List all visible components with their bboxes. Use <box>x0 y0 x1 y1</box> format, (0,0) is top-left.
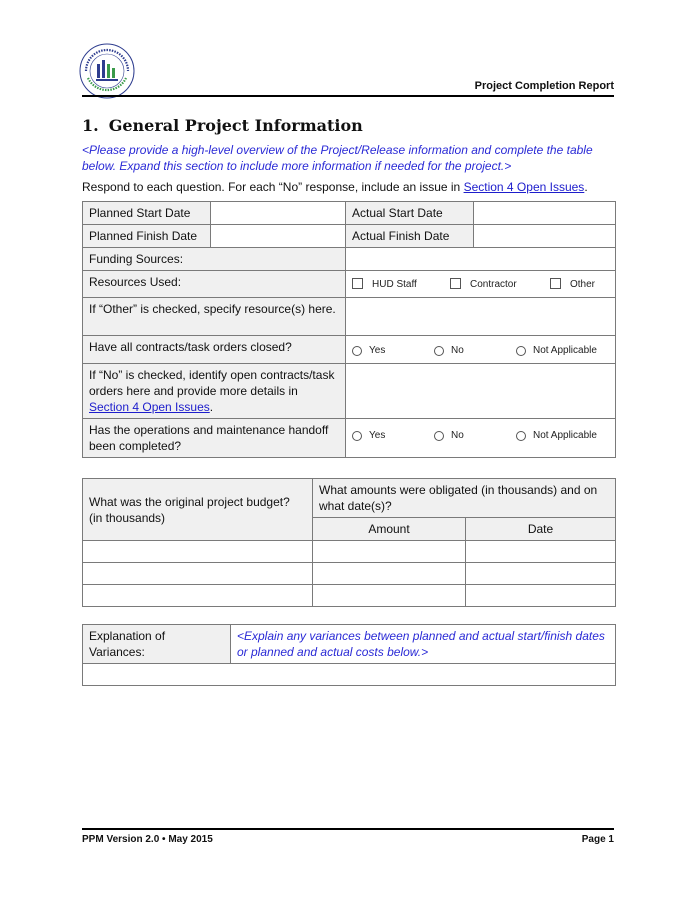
actual-finish-label: Actual Finish Date <box>346 225 474 248</box>
hud-staff-checkbox[interactable] <box>352 278 363 289</box>
planned-finish-label: Planned Finish Date <box>83 225 211 248</box>
section-number: 1. <box>82 116 99 135</box>
amount-cell[interactable] <box>313 563 466 585</box>
if-no-suffix: . <box>209 400 214 414</box>
contracts-yes-label: Yes <box>369 345 386 356</box>
respond-text: Respond to each question. For each “No” response, include an issue in <box>82 180 464 194</box>
budget-cell[interactable] <box>83 541 313 563</box>
budget-cell[interactable] <box>83 585 313 607</box>
section-title: General Project Information <box>108 116 363 135</box>
obligated-question: What amounts were obligated (in thousands) and on what date(s)? <box>313 479 616 518</box>
budget-cell[interactable] <box>83 563 313 585</box>
footer-page-number: Page 1 <box>581 834 614 845</box>
variances-instruction: <Explain any variances between planned and actual start/finish dates or planned and actual costs below.> <box>231 625 616 664</box>
planned-start-input[interactable] <box>211 202 346 225</box>
if-no-open-issues-link[interactable]: Section 4 Open Issues <box>89 400 210 414</box>
other-option[interactable] <box>550 277 595 293</box>
if-no-text: If “No” is checked, identify open contracts/task orders here and provide more details in <box>89 368 335 398</box>
variances-label: Explanation of Variances: <box>83 625 231 664</box>
om-handoff-label: Has the operations and maintenance handoff been completed? <box>83 419 346 458</box>
amount-header: Amount <box>313 518 466 541</box>
date-cell[interactable] <box>466 541 616 563</box>
section-instruction: <Please provide a high-level overview of the Project/Release information and complete the table below. Expand this section to include more information if needed for the project.> <box>82 143 593 173</box>
om-handoff-options <box>346 419 616 458</box>
hud-staff-option[interactable] <box>352 277 450 293</box>
om-no-label: No <box>451 430 464 441</box>
hud-staff-label: HUD Staff <box>372 279 417 290</box>
om-yes-label: Yes <box>369 430 386 441</box>
contracts-closed-label: Have all contracts/task orders closed? <box>83 336 346 364</box>
other-checkbox[interactable] <box>550 278 561 289</box>
if-no-label <box>83 364 346 419</box>
actual-finish-input[interactable] <box>474 225 616 248</box>
contracts-yes-radio[interactable] <box>352 346 362 356</box>
footer-divider <box>82 828 614 830</box>
date-cell[interactable] <box>466 563 616 585</box>
contracts-yes-option[interactable] <box>352 343 434 359</box>
hud-seal-logo <box>78 42 136 100</box>
header-divider <box>82 95 614 97</box>
contracts-no-label: No <box>451 345 464 356</box>
om-yes-radio[interactable] <box>352 431 362 441</box>
om-yes-option[interactable] <box>352 428 434 444</box>
resources-used-label: Resources Used: <box>83 271 346 298</box>
variances-table <box>82 624 616 686</box>
contractor-option[interactable] <box>450 277 550 293</box>
respond-instruction <box>82 180 588 194</box>
amount-cell[interactable] <box>313 541 466 563</box>
date-header: Date <box>466 518 616 541</box>
planned-start-label: Planned Start Date <box>83 202 211 225</box>
variances-input[interactable] <box>83 664 616 686</box>
contracts-na-radio[interactable] <box>516 346 526 356</box>
om-na-label: Not Applicable <box>533 430 597 441</box>
budget-question: What was the original project budget? (in thousands) <box>83 479 313 541</box>
contracts-no-option[interactable] <box>434 343 516 359</box>
actual-start-label: Actual Start Date <box>346 202 474 225</box>
contracts-na-label: Not Applicable <box>533 345 597 356</box>
other-label: Other <box>570 279 596 290</box>
funding-sources-input[interactable] <box>346 248 616 271</box>
budget-table <box>82 478 616 607</box>
resources-options <box>346 271 616 298</box>
contracts-no-radio[interactable] <box>434 346 444 356</box>
funding-sources-label: Funding Sources: <box>83 248 346 271</box>
if-no-input[interactable] <box>346 364 616 419</box>
footer-version: PPM Version 2.0 • May 2015 <box>82 834 213 845</box>
om-na-radio[interactable] <box>516 431 526 441</box>
actual-start-input[interactable] <box>474 202 616 225</box>
other-specify-label: If “Other” is checked, specify resource(s) here. <box>83 298 346 336</box>
om-no-option[interactable] <box>434 428 516 444</box>
amount-cell[interactable] <box>313 585 466 607</box>
section-heading <box>82 116 363 135</box>
report-title: Project Completion Report <box>474 80 614 92</box>
other-specify-input[interactable] <box>346 298 616 336</box>
om-na-option[interactable] <box>516 428 597 444</box>
om-no-radio[interactable] <box>434 431 444 441</box>
contracts-closed-options <box>346 336 616 364</box>
respond-suffix: . <box>584 180 588 194</box>
contractor-label: Contractor <box>470 279 517 290</box>
project-info-table <box>82 201 616 458</box>
planned-finish-input[interactable] <box>211 225 346 248</box>
contracts-na-option[interactable] <box>516 343 597 359</box>
open-issues-link[interactable]: Section 4 Open Issues <box>463 180 585 194</box>
contractor-checkbox[interactable] <box>450 278 461 289</box>
date-cell[interactable] <box>466 585 616 607</box>
